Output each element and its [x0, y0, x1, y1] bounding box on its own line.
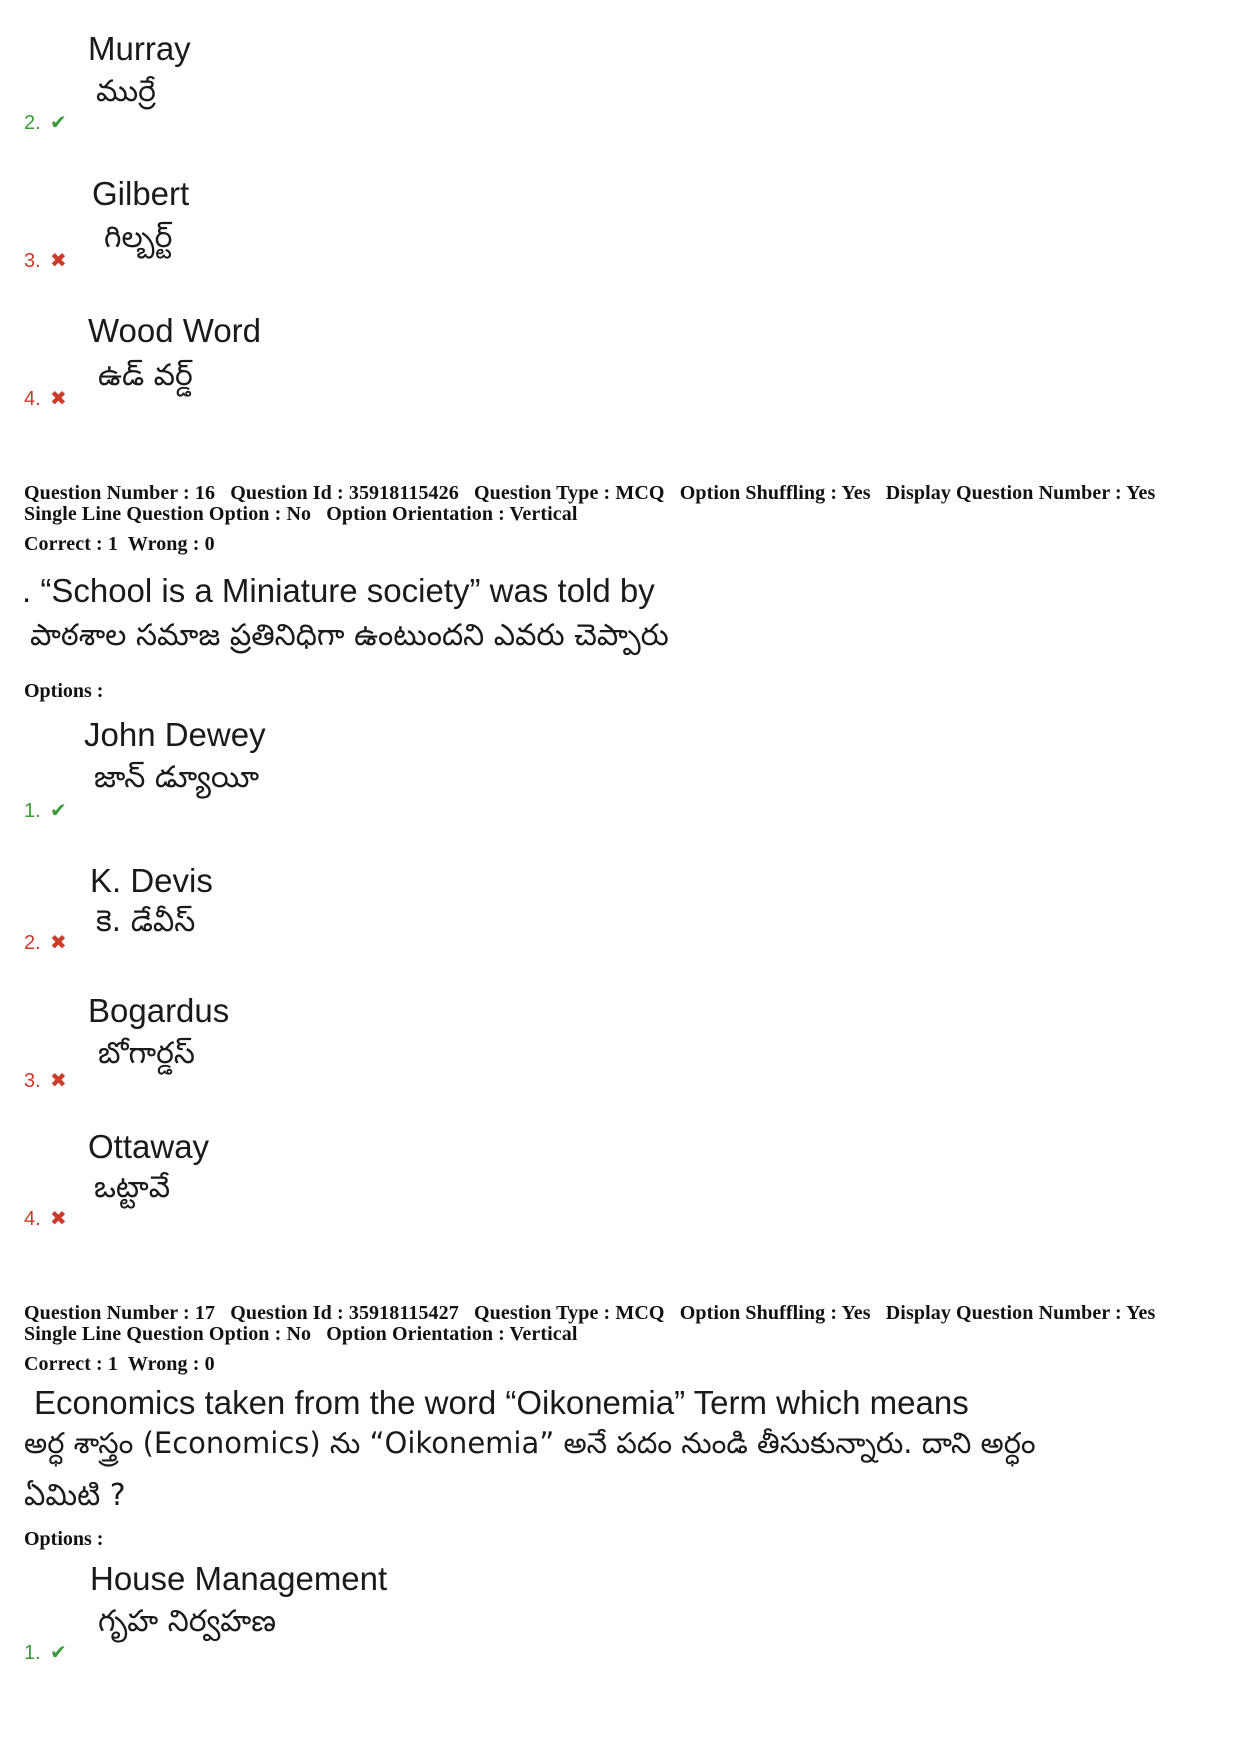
option-marker: [24, 1640, 67, 1665]
option-text-en: K. Devis: [90, 862, 213, 899]
option-text-en: Wood Word: [88, 312, 262, 349]
option-text-en: House Management: [90, 1560, 388, 1597]
option-marker: [24, 1068, 67, 1093]
question-number: Question Number : 16: [24, 482, 216, 504]
question-marks: Correct : 1 Wrong : 0: [24, 533, 215, 555]
question-text-te: అర్ధ శాస్త్రం (Economics) ను “Oikonemia” అనే పదం నుండి తీసుకున్నారు. దాని అర్ధం: [24, 1426, 1036, 1460]
option-text-te: గృహ నిర్వహణ: [98, 1604, 277, 1639]
option-shuffling: Option Shuffling : Yes: [679, 1302, 871, 1324]
option-marker: [24, 248, 67, 273]
question-id: Question Id : 35918115426: [230, 482, 459, 504]
option-number: 3.: [24, 1070, 41, 1092]
check-icon: ✔: [50, 110, 67, 134]
question-text-te-cont: ఏమిటి ?: [24, 1478, 126, 1513]
option-text-en: Bogardus: [88, 992, 230, 1029]
option-marker: [24, 1206, 67, 1231]
question-text-en: Economics taken from the word “Oikonemia” Term which means: [34, 1384, 969, 1421]
option-text-te: ఉడ్ వర్డ్: [98, 358, 193, 393]
question-marks: Correct : 1 Wrong : 0: [24, 1353, 215, 1375]
option-text-te: గిల్బర్ట్: [104, 220, 173, 255]
check-icon: ✔: [50, 1640, 67, 1664]
option-text-te: కె. డేవీస్: [96, 904, 196, 939]
option-number: 4.: [24, 1208, 41, 1230]
question-number: Question Number : 17: [24, 1302, 216, 1324]
option-text-te: ముర్రే: [96, 74, 156, 109]
option-number: 1.: [24, 800, 41, 822]
option-text-en: Murray: [88, 30, 191, 67]
option-number: 3.: [24, 250, 41, 272]
question-text-en: . “School is a Miniature society” was told by: [22, 572, 655, 609]
cross-icon: ✖: [50, 930, 67, 954]
option-text-te: ఒట్టావే: [94, 1170, 171, 1205]
question-text-te: పాఠశాల సమాజ ప్రతినిధిగా ఉంటుందని ఎవరు చెప్పారు: [30, 618, 669, 653]
question-meta-line1: [24, 1302, 1155, 1325]
cross-icon: ✖: [50, 248, 67, 272]
options-label: Options :: [24, 680, 104, 702]
option-marker: [24, 110, 67, 135]
question-id: Question Id : 35918115427: [230, 1302, 459, 1324]
single-line-option: Single Line Question Option : No: [24, 503, 312, 525]
single-line-option: Single Line Question Option : No: [24, 1323, 312, 1345]
option-orientation: Option Orientation : Vertical: [326, 503, 578, 525]
cross-icon: ✖: [50, 1068, 67, 1092]
option-shuffling: Option Shuffling : Yes: [679, 482, 871, 504]
display-question-number: Display Question Number : Yes: [885, 1302, 1156, 1324]
cross-icon: ✖: [50, 1206, 67, 1230]
question-meta-line2: [24, 1323, 577, 1346]
question-meta-line2: [24, 503, 577, 526]
cross-icon: ✖: [50, 386, 67, 410]
option-marker: [24, 798, 67, 823]
question-type: Question Type : MCQ: [473, 1302, 665, 1324]
display-question-number: Display Question Number : Yes: [885, 482, 1156, 504]
option-number: 2.: [24, 112, 41, 134]
option-marker: [24, 930, 67, 955]
option-text-te: జాన్ డ్యూయీ: [94, 760, 260, 795]
option-text-en: Gilbert: [92, 175, 190, 212]
check-icon: ✔: [50, 798, 67, 822]
option-text-en: John Dewey: [84, 716, 266, 753]
options-label: Options :: [24, 1528, 104, 1550]
option-text-en: Ottaway: [88, 1128, 210, 1165]
option-number: 4.: [24, 388, 41, 410]
option-orientation: Option Orientation : Vertical: [326, 1323, 578, 1345]
option-number: 1.: [24, 1642, 41, 1664]
question-meta-line1: [24, 482, 1155, 505]
option-number: 2.: [24, 932, 41, 954]
option-marker: [24, 386, 67, 411]
question-type: Question Type : MCQ: [473, 482, 665, 504]
option-text-te: బోగార్డస్: [98, 1036, 195, 1071]
